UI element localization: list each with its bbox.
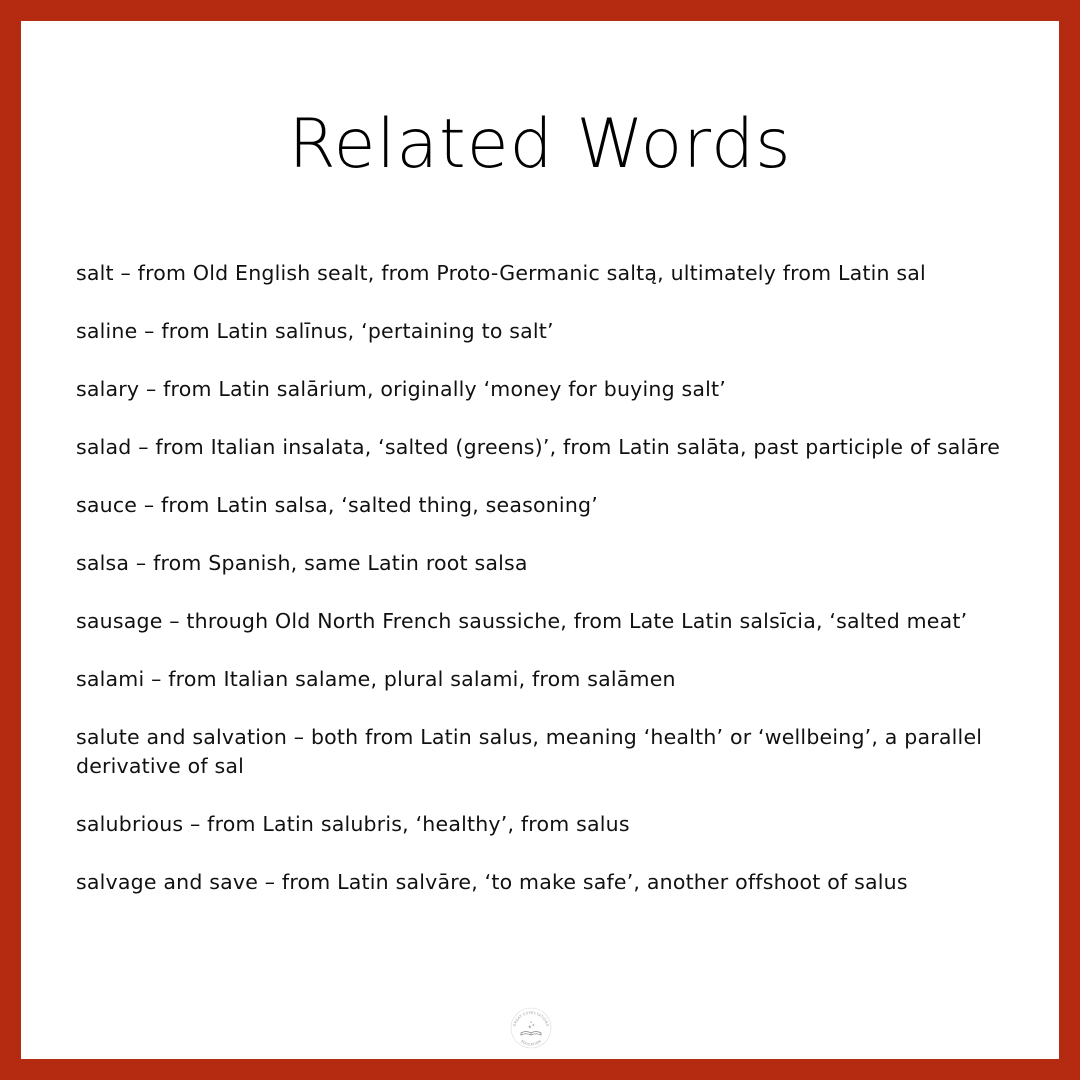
- svg-text:★: ★: [528, 1024, 532, 1029]
- list-item-saline: saline – from Latin salīnus, ‘pertaining to salt’: [76, 319, 554, 343]
- brand-logo: [509, 1006, 553, 1050]
- svg-text:★: ★: [530, 1021, 533, 1024]
- list-item-salary: salary – from Latin salārium, originally ‘money for buying salt’: [76, 377, 727, 401]
- svg-text:★: ★: [532, 1023, 535, 1027]
- related-words-list: [76, 259, 1011, 926]
- list-item-salt: salt – from Old English sealt, from Proto-Germanic saltą, ultimately from Latin sal: [76, 261, 926, 285]
- list-item-salsa: salsa – from Spanish, same Latin root salsa: [76, 551, 528, 575]
- list-item-salami: salami – from Italian salame, plural salami, from salāmen: [76, 667, 676, 691]
- page-title: Related Words: [288, 105, 792, 184]
- list-item-salad: salad – from Italian insalata, ‘salted (greens)’, from Latin salāta, past participle of salāre: [76, 435, 1001, 459]
- open-book-stars-icon: [509, 1006, 553, 1050]
- logo-bottom-text: EDUCATION: [520, 1039, 542, 1047]
- list-item-sauce: sauce – from Latin salsa, ‘salted thing, seasoning’: [76, 493, 598, 517]
- logo-top-text: GREAT EXPECTATIONS: [512, 1010, 550, 1027]
- list-item-salubrious: salubrious – from Latin salubris, ‘healthy’, from salus: [76, 812, 630, 836]
- list-item-sausage: sausage – through Old North French saussiche, from Late Latin salsīcia, ‘salted meat’: [76, 609, 968, 633]
- list-item-salute: salute and salvation – both from Latin salus, meaning ‘health’ or ‘wellbeing’, a parallel derivative of sal: [76, 725, 983, 778]
- list-item-salvage: salvage and save – from Latin salvāre, ‘to make safe’, another offshoot of salus: [76, 870, 908, 894]
